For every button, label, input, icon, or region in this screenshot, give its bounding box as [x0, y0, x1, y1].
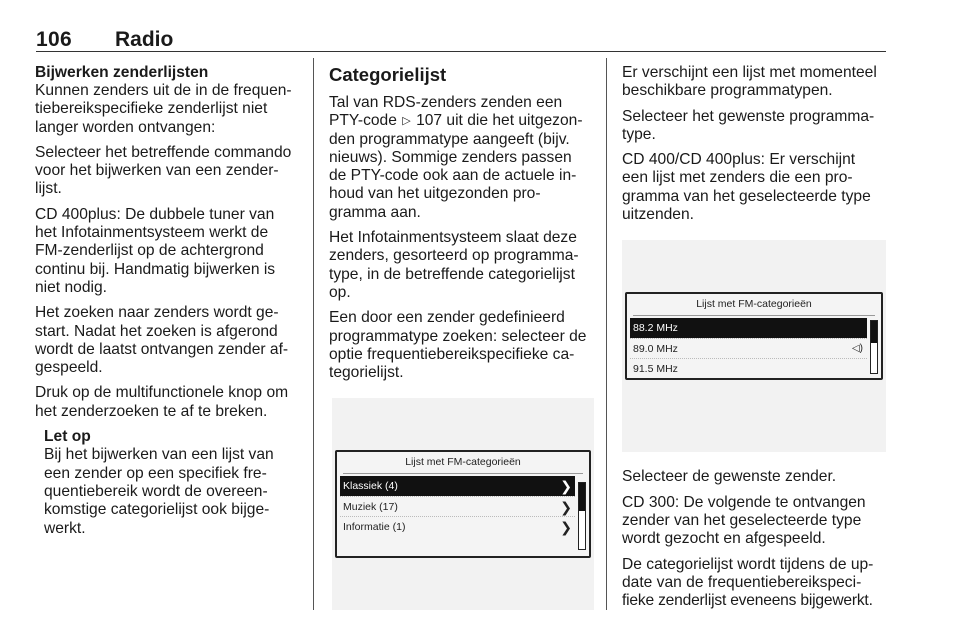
category-list: [340, 476, 575, 536]
text-line: Het zoeken naar zenders wordt ge-: [35, 304, 279, 322]
column-divider: [606, 58, 607, 610]
paragraph: [329, 229, 595, 302]
column-1: [35, 64, 301, 538]
text-line: voor het bijwerken van een zender-: [35, 162, 279, 180]
speaker-icon: ◁): [851, 343, 863, 355]
text-line: Kunnen zenders uit de in de frequen-: [35, 82, 292, 99]
scrollbar: [870, 320, 878, 374]
text-line: het Infotainmentsysteem werkt de: [35, 224, 269, 242]
paragraph: [622, 64, 888, 101]
list-item-label: 89.0 MHz: [633, 343, 678, 356]
list-item-label: Informatie (1): [343, 521, 406, 534]
subsection-heading: Bijwerken zenderlijsten: [35, 64, 209, 81]
text-line: quentiebereik wordt de overeen-: [44, 482, 268, 500]
text-line: gramma van het geselecteerde type: [622, 187, 871, 205]
column-divider: [313, 58, 314, 610]
text-line: komstige categorielijst ook bijge-: [44, 501, 270, 519]
text-line: Selecteer het gewenste programma-: [622, 107, 875, 125]
screen-title: Lijst met FM-categorieën: [343, 452, 583, 474]
text-line: tegorielijst.: [329, 364, 404, 382]
page-number: 106: [36, 28, 72, 51]
paragraph: [35, 82, 301, 137]
section-title: Radio: [115, 28, 174, 51]
text-line: langer worden ontvangen:: [35, 118, 216, 136]
paragraph: [35, 384, 301, 421]
text-line: CD 400plus: De dubbele tuner van: [35, 205, 275, 223]
station-list: [630, 318, 867, 378]
list-item[interactable]: [340, 516, 575, 536]
text-line: Het Infotainmentsysteem slaat deze: [329, 229, 577, 247]
text-line: date van de frequentiebereikspeci-: [622, 573, 862, 591]
paragraph: [622, 556, 888, 611]
text-line: werkt.: [44, 519, 86, 537]
text-line: programmatype zoeken: selecteer de: [329, 327, 587, 345]
text-line: Selecteer de gewenste zender.: [622, 468, 837, 486]
display-frame: [335, 450, 591, 558]
text-line: wordt gezocht en afgespeeld.: [622, 530, 826, 548]
text-line: tiebereikspecifieke zenderlijst niet: [35, 100, 268, 118]
text-block: [622, 468, 888, 610]
text-fragment: PTY-code: [329, 112, 397, 130]
text-line: type, in de betreffende categorielijst: [329, 265, 575, 283]
paragraph: [622, 151, 888, 224]
list-item[interactable]: [630, 318, 867, 338]
text-line: type.: [622, 125, 656, 143]
paragraph: [35, 144, 301, 199]
column-2: [329, 64, 595, 610]
text-line: optie frequentiebereikspecifieke ca-: [329, 345, 575, 363]
text-line: zenders, gesorteerd op programma-: [329, 247, 579, 265]
text-line: nieuws). Sommige zenders passen: [329, 148, 572, 166]
text-line: op.: [329, 283, 351, 301]
text-line: een zender op een specifiek fre-: [44, 464, 267, 482]
text-line: wordt de laatst ontvangen zender af-: [35, 340, 289, 358]
text-line: [329, 112, 595, 130]
text-line: zender van het geselecteerde type: [622, 511, 862, 529]
text-line: De categorielijst wordt tijdens de up-: [622, 555, 874, 573]
text-line: fieke zenderlijst eveneens bijgewerkt.: [622, 592, 873, 610]
list-item[interactable]: [340, 496, 575, 516]
text-line: CD 300: De volgende te ontvangen: [622, 493, 866, 511]
list-item-label: Klassiek (4): [343, 480, 398, 493]
paragraph: [35, 206, 301, 297]
text-line: beschikbare programmatypen.: [622, 82, 833, 100]
text-line: continu bij. Handmatig bijwerken is: [35, 260, 276, 278]
note-heading: Let op: [44, 428, 91, 446]
page-reference-icon: ▷: [402, 115, 411, 128]
list-item[interactable]: [630, 338, 867, 358]
text-line: den programmatype aangeeft (bijv.: [329, 130, 570, 148]
page-header: [36, 28, 886, 52]
list-item[interactable]: [630, 358, 867, 378]
list-item[interactable]: [340, 476, 575, 496]
display-frame: [625, 292, 883, 380]
text-line: uitzenden.: [622, 206, 694, 224]
section-heading: Categorielijst: [329, 64, 447, 85]
text-line: CD 400/CD 400plus: Er verschijnt: [622, 151, 856, 169]
display-screenshot: [332, 398, 594, 610]
note-box: [44, 428, 301, 538]
text-line: Een door een zender gedefinieerd: [329, 309, 565, 327]
paragraph: [329, 309, 595, 382]
text-line: lijst.: [35, 180, 62, 198]
text-line: start. Nadat het zoeken is afgerond: [35, 322, 278, 340]
text-fragment: 107 uit die het uitgezon-: [416, 112, 583, 130]
text-line: gramma aan.: [329, 203, 421, 221]
scroll-thumb: [579, 483, 585, 511]
paragraph: [622, 468, 888, 486]
text-line: Selecteer het betreffende commando: [35, 143, 292, 161]
list-item-label: Muziek (17): [343, 501, 398, 514]
screen-title: Lijst met FM-categorieën: [633, 294, 875, 316]
chevron-right-icon: ❯: [560, 519, 572, 536]
chevron-right-icon: ❯: [560, 499, 572, 516]
text-line: houd van het uitgezonden pro-: [329, 185, 541, 203]
text-line: Tal van RDS-zenders zenden een: [329, 94, 563, 111]
paragraph: [329, 94, 595, 222]
text-line: Er verschijnt een lijst met momenteel: [622, 64, 877, 81]
text-line: gespeeld.: [35, 359, 103, 377]
column-3: [622, 64, 888, 617]
text-line: FM-zenderlijst op de achtergrond: [35, 242, 264, 260]
list-item-label: 88.2 MHz: [633, 322, 678, 335]
scrollbar: [578, 482, 586, 550]
text-line: de PTY-code ook aan de actuele in-: [329, 167, 577, 185]
paragraph: [35, 304, 301, 377]
display-screenshot: [622, 240, 886, 452]
list-item-label: 91.5 MHz: [633, 363, 678, 376]
chevron-right-icon: ❯: [560, 478, 572, 495]
text-line: een lijst met zenders die een pro-: [622, 169, 853, 187]
text-line: Bij het bijwerken van een lijst van: [44, 446, 274, 464]
text-line: Druk op de multifunctionele knop om: [35, 384, 289, 402]
text-line: niet nodig.: [35, 278, 107, 296]
text-line: het zenderzoeken te af te breken.: [35, 402, 268, 420]
scroll-thumb: [871, 321, 877, 343]
paragraph: [622, 494, 888, 549]
paragraph: [622, 108, 888, 145]
